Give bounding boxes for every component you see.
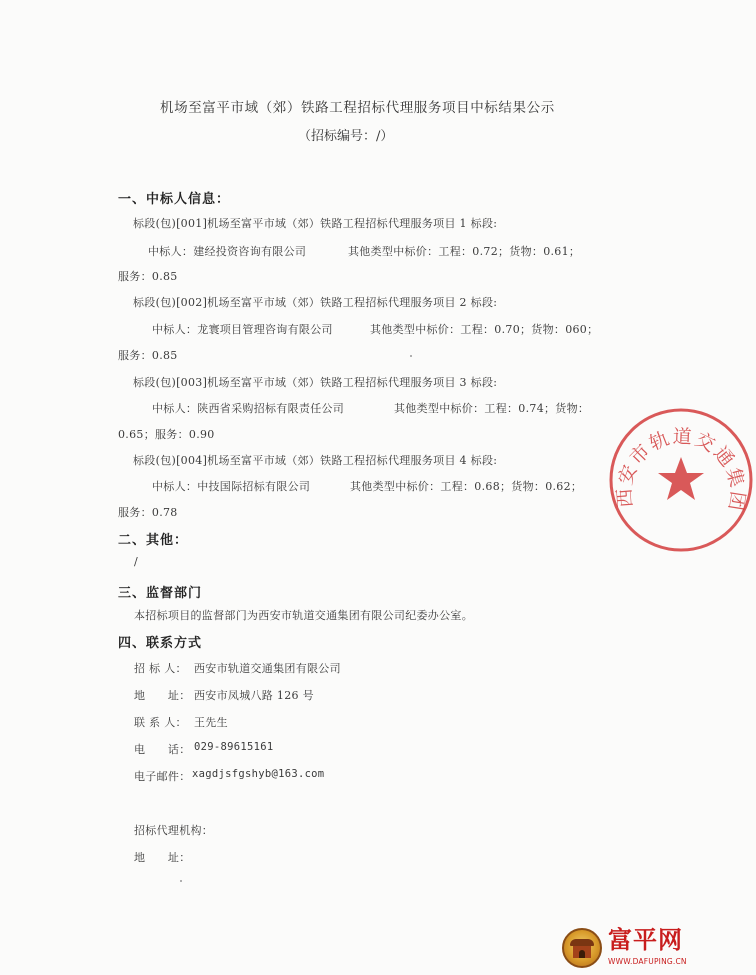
supervision-body: 本招标项目的监督部门为西安市轨道交通集团有限公司纪委办公室。 — [134, 609, 473, 622]
lot-2-winner: 中标人：龙寰项目管理咨询有限公司 — [152, 323, 333, 336]
email-label: 电子邮件： — [134, 770, 191, 783]
lot-1-price: 其他类型中标价：工程：0.72；货物：0.61； — [348, 245, 581, 258]
address-value: 西安市凤城八路 126 号 — [194, 689, 314, 702]
watermark-name: 富平网 — [608, 926, 683, 954]
lot-4-winner: 中标人：中技国际招标有限公司 — [152, 480, 311, 493]
email-value: xagdjsfgshyb@163.com — [192, 768, 325, 780]
lot-3-line: 标段(包)[003]机场至富平市域（郊）铁路工程招标代理服务项目 3 标段: — [133, 376, 498, 389]
tenderer-value: 西安市轨道交通集团有限公司 — [194, 662, 341, 675]
lot-3-price: 其他类型中标价：工程：0.74；货物： — [394, 402, 590, 415]
scan-speck — [180, 880, 182, 882]
contact-value: 王先生 — [194, 716, 228, 729]
agency-address-label: 地 址： — [134, 851, 191, 864]
lot-1-price-cont: 服务：0.85 — [118, 270, 178, 283]
document-title: 机场至富平市域（郊）铁路工程招标代理服务项目中标结果公示 — [160, 100, 555, 116]
phone-value: 029-89615161 — [194, 741, 274, 753]
watermark-url: WWW.DAFUPING.CN — [608, 957, 687, 966]
contact-label: 联 系 人： — [134, 716, 187, 729]
lot-1-line: 标段(包)[001]机场至富平市域（郊）铁路工程招标代理服务项目 1 标段: — [133, 217, 498, 230]
lot-4-price-cont: 服务：0.78 — [118, 506, 178, 519]
seal-text: 西安市轨道交通集团 — [613, 425, 749, 514]
lot-1-winner: 中标人：建经投资咨询有限公司 — [148, 245, 307, 258]
scan-speck — [410, 355, 412, 357]
lot-2-price-cont: 服务：0.85 — [118, 349, 178, 362]
lot-2-price: 其他类型中标价：工程：0.70；货物：060； — [370, 323, 599, 336]
section-other-body: / — [134, 555, 139, 568]
address-label: 地 址： — [134, 689, 191, 702]
section-other-heading: 二、其他： — [118, 533, 189, 548]
seal-star-icon — [658, 457, 704, 500]
lot-4-line: 标段(包)[004]机场至富平市域（郊）铁路工程招标代理服务项目 4 标段: — [133, 454, 498, 467]
agency-label: 招标代理机构： — [134, 824, 214, 837]
section-contact-heading: 四、联系方式 — [118, 636, 203, 651]
phone-label: 电 话： — [134, 743, 191, 756]
section-winner-info-heading: 一、中标人信息： — [118, 192, 231, 207]
lot-3-price-cont: 0.65；服务：0.90 — [118, 428, 215, 441]
official-seal-stamp — [606, 405, 756, 555]
lot-2-line: 标段(包)[002]机场至富平市域（郊）铁路工程招标代理服务项目 2 标段: — [133, 296, 498, 309]
tender-number: （招标编号：/） — [298, 129, 394, 144]
watermark-building-icon — [562, 928, 602, 968]
svg-text:西安市轨道交通集团 — [613, 426, 748, 514]
lot-3-winner: 中标人：陕西省采购招标有限责任公司 — [152, 402, 345, 415]
tenderer-label: 招 标 人： — [134, 662, 187, 675]
section-supervision-heading: 三、监督部门 — [118, 586, 203, 601]
site-watermark — [562, 926, 692, 972]
lot-4-price: 其他类型中标价：工程：0.68；货物：0.62； — [350, 480, 583, 493]
